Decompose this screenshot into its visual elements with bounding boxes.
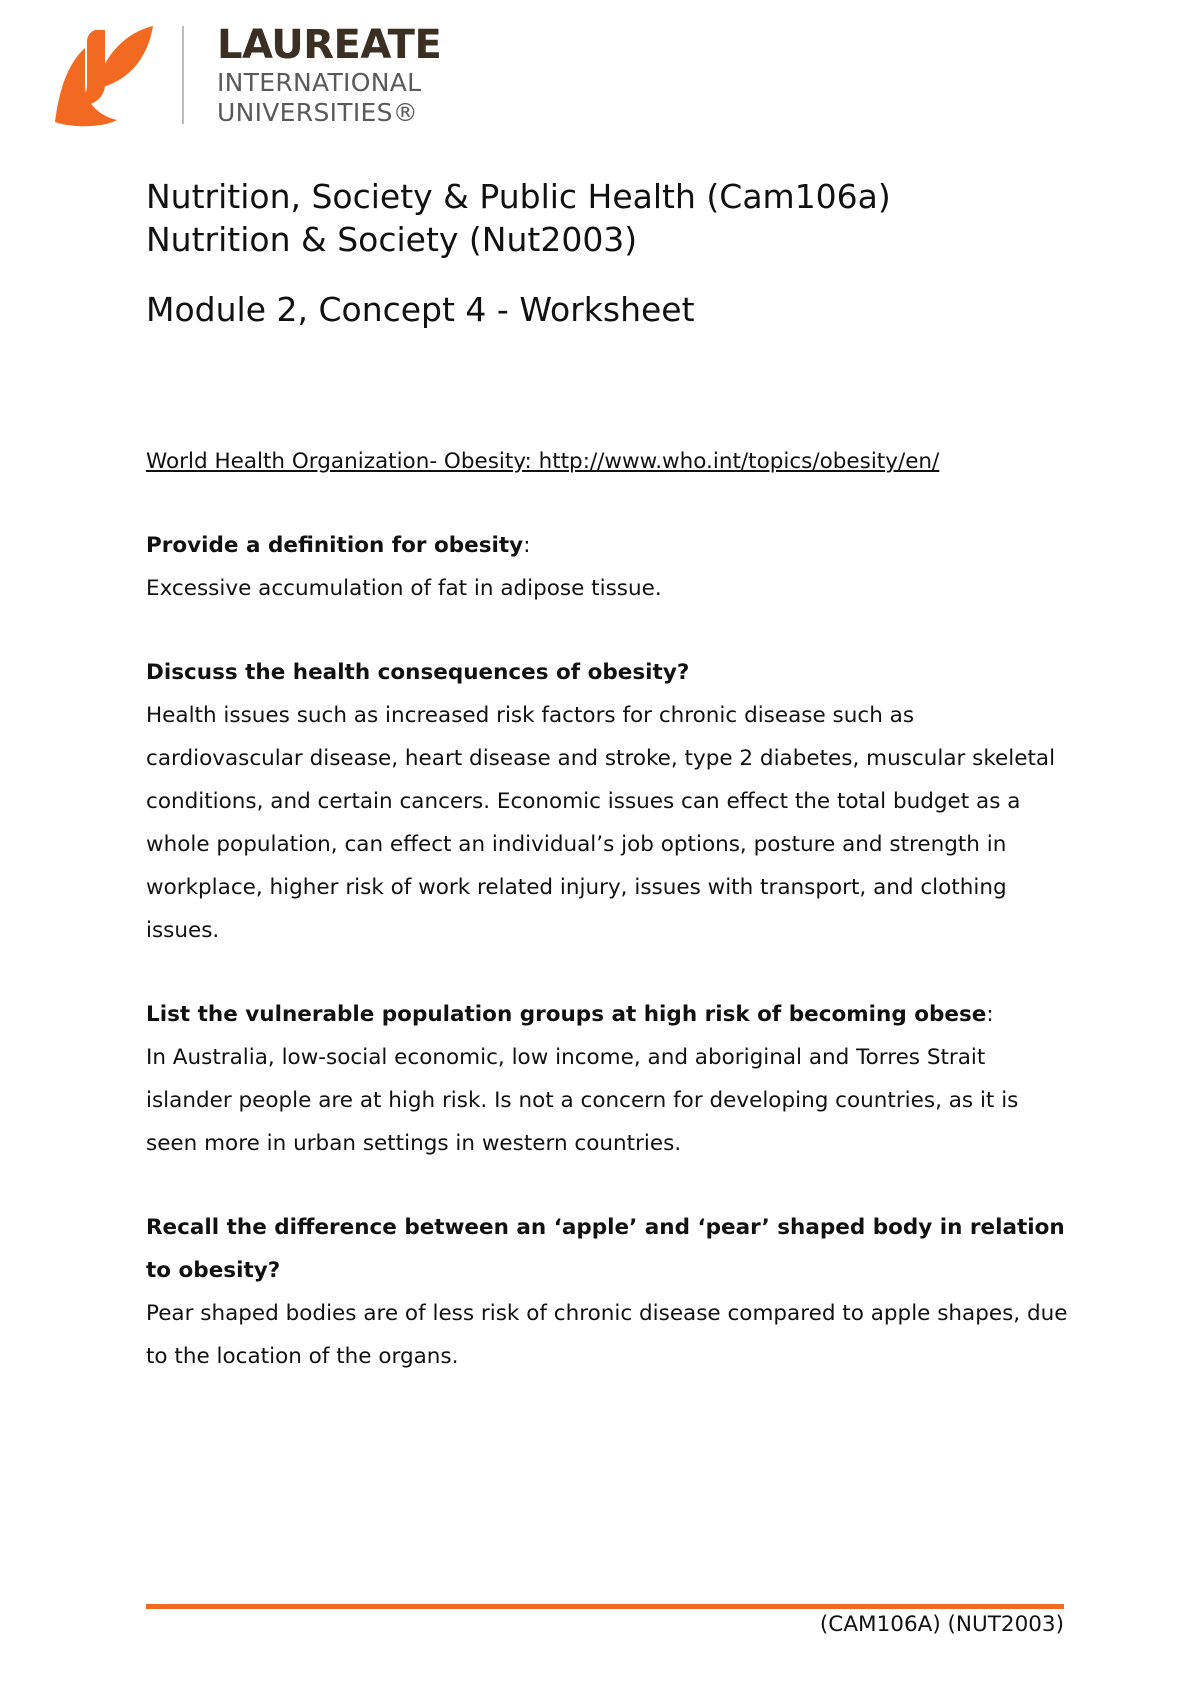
qa-block-consequences <box>146 651 1076 952</box>
document-header <box>146 175 1106 331</box>
logo-brand-text: LAUREATE <box>217 22 442 68</box>
footer-rule <box>146 1604 1064 1609</box>
module-title: Module 2, Concept 4 - Worksheet <box>146 290 695 329</box>
question-text: Discuss the health consequences of obesity? <box>146 660 690 685</box>
qa-block-body-shape <box>146 1206 1076 1378</box>
question-suffix: : <box>986 1002 994 1027</box>
question-text: Recall the difference between an ‘apple’ and ‘pear’ shaped body in relation to obesity? <box>146 1215 1065 1283</box>
logo-line3: UNIVERSITIES® <box>217 98 419 127</box>
laureate-leaf-icon <box>55 24 155 128</box>
question-text: List the vulnerable population groups at high risk of becoming obese <box>146 1002 987 1027</box>
qa-block-definition <box>146 524 1076 610</box>
logo-divider <box>182 26 184 124</box>
answer-text: Excessive accumulation of fat in adipose tissue. <box>146 576 662 601</box>
worksheet-body <box>146 440 1076 1378</box>
footer-course-codes: (CAM106A) (NUT2003) <box>819 1612 1064 1637</box>
who-obesity-link[interactable]: World Health Organization- Obesity: http://www.who.int/topics/obesity/en/ <box>146 449 940 474</box>
answer-text: Pear shaped bodies are of less risk of chronic disease compared to apple shapes, due to the location of the organs. <box>146 1301 1068 1369</box>
answer-text: Health issues such as increased risk factors for chronic disease such as cardiovascular disease, heart disease and stroke, type 2 diabetes, muscular skeletal conditions, and certain cancers. Economic issues can effect the total budget as a whole population, can effect an individual’s job options, posture and strength in workplace, higher risk of work related injury, issues with transport, and clothing issues. <box>146 703 1056 943</box>
laureate-logo <box>55 22 455 132</box>
question-text: Provide a definition for obesity <box>146 533 524 558</box>
logo-line2: INTERNATIONAL <box>217 68 422 97</box>
qa-block-vulnerable-groups <box>146 993 1076 1165</box>
answer-text: In Australia, low-social economic, low income, and aboriginal and Torres Strait islander people are at high risk. Is not a concern for developing countries, as it is seen more in urban settings in western countries. <box>146 1045 1019 1156</box>
course-title-1: Nutrition, Society & Public Health (Cam106a) <box>146 177 891 216</box>
question-suffix: : <box>523 533 531 558</box>
course-title-2: Nutrition & Society (Nut2003) <box>146 220 638 259</box>
